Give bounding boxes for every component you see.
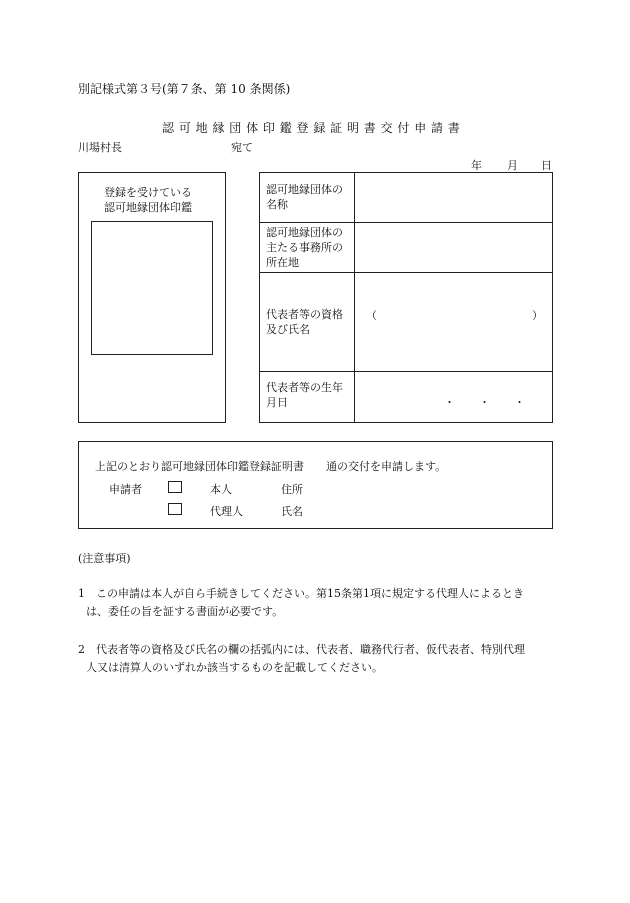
table-row-divider [259, 272, 553, 273]
address-label: 住所 [281, 483, 303, 496]
date-month-label: 月 [507, 159, 518, 172]
agent-option-label: 代理人 [210, 505, 243, 518]
birthdate-separator: ・ [514, 396, 525, 409]
table-row-divider [259, 371, 553, 372]
group-name-field[interactable] [356, 174, 551, 220]
note-item [78, 641, 556, 677]
request-box [78, 441, 553, 529]
note-line: 1 この申請は本人が自ら手続きしてください。第15条第1項に規定する代理人によるとき [78, 587, 524, 600]
seal-impression-area[interactable] [91, 221, 213, 355]
note-line: 2 代表者等の資格及び氏名の欄の括弧内には、代表者、職務代行者、仮代表者、特別代理 [78, 643, 525, 656]
seal-caption-line2: 認可地縁団体印鑑 [104, 201, 192, 214]
table-row-divider [259, 222, 553, 223]
office-address-field[interactable] [356, 224, 551, 270]
birthdate-separator: ・ [479, 396, 490, 409]
date-year-label: 年 [471, 159, 482, 172]
note-line: は、委任の旨を証する書面が必要です。 [86, 605, 284, 618]
notes-heading: (注意事項) [78, 552, 131, 565]
addressee: 川場村長 [78, 141, 122, 154]
name-label: 氏名 [281, 505, 303, 518]
date-day-label: 日 [541, 159, 552, 172]
representative-title-field[interactable] [378, 302, 528, 322]
table-column-divider [354, 172, 355, 423]
note-line: 人又は清算人のいずれか該当するものを記載してください。 [86, 661, 383, 674]
form-number: 別記様式第３号(第７条、第 10 条関係) [78, 82, 291, 96]
seal-caption-line1: 登録を受けている [104, 186, 192, 199]
row-label-representative: 代表者等の資格 及び氏名 [266, 308, 343, 336]
birthdate-separator: ・ [444, 396, 455, 409]
applicant-label: 申請者 [109, 483, 142, 496]
addressee-suffix: 宛て [231, 141, 253, 154]
close-paren: ） [532, 309, 543, 322]
row-label-office-address: 認可地縁団体の 主たる事務所の 所在地 [266, 226, 343, 269]
self-checkbox[interactable] [168, 481, 182, 493]
self-option-label: 本人 [210, 483, 232, 496]
agent-checkbox[interactable] [168, 503, 182, 515]
note-item [78, 585, 556, 621]
open-paren: （ [366, 309, 377, 322]
row-label-group-name: 認可地縁団体の 名称 [266, 183, 343, 211]
page-title: 認 可 地 縁 団 体 印 鑑 登 録 証 明 書 交 付 申 請 書 [162, 121, 461, 135]
request-statement: 上記のとおり認可地縁団体印鑑登録証明書 通の交付を申請します。 [95, 460, 447, 473]
row-label-birthdate: 代表者等の生年 月日 [266, 381, 343, 409]
